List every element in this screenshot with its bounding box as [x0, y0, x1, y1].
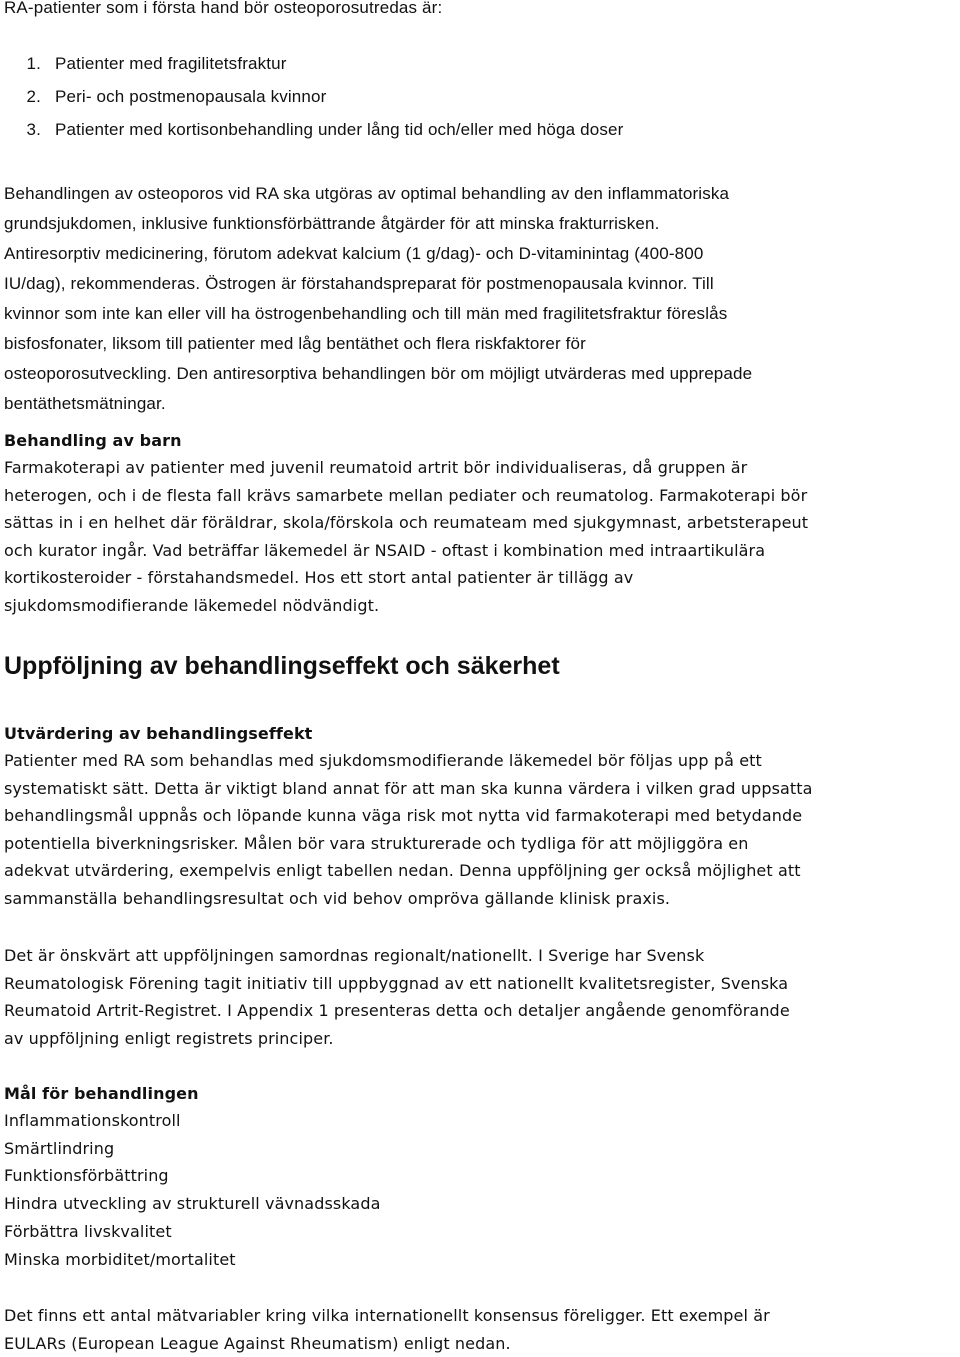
children-paragraph: [4, 454, 808, 619]
paragraph-line: potentiella biverkningsrisker. Målen bör vara strukturerade och tydliga för att möjliggöra en: [4, 833, 749, 853]
goals-list: [4, 1107, 380, 1273]
paragraph-line: Antiresorptiv medicinering, förutom adekvat kalcium (1 g/dag)- och D-vitaminintag (400-800: [4, 244, 704, 263]
paragraph-line: bisfosfonater, liksom till patienter med låg bentäthet och flera riskfaktorer för: [4, 334, 586, 353]
list-item: [4, 118, 623, 151]
list-item: Minska morbiditet/mortalitet: [4, 1249, 236, 1269]
list-item: Inflammationskontroll: [4, 1111, 181, 1130]
paragraph-line: Reumatoid Artrit-Registret. I Appendix 1 presenteras detta och detaljer angående genomförande: [4, 1001, 790, 1020]
paragraph-line: systematiskt sätt. Detta är viktigt bland annat för att man ska kunna värdera i vilken grad uppsatta: [4, 778, 813, 798]
list-item-text: Patienter med fragilitetsfraktur: [55, 54, 287, 73]
paragraph-line: av uppföljning enligt registrets principer.: [4, 1028, 334, 1048]
list-item-text: Peri- och postmenopausala kvinnor: [55, 87, 327, 106]
list-item: Smärtlindring: [4, 1138, 115, 1158]
list-item: Funktionsförbättring: [4, 1166, 169, 1186]
evaluation-paragraph: [4, 747, 813, 912]
paragraph-line: Patienter med RA som behandlas med sjukdomsmodifierande läkemedel bör följas upp på ett: [4, 751, 762, 770]
paragraph-line: kvinnor som inte kan eller vill ha östrogenbehandling och till män med fragilitetsfraktur föreslås: [4, 304, 728, 323]
paragraph-line: sättas in i en helhet där föräldrar, skola/förskola och reumateam med sjukgymnast, arbetsterapeut: [4, 513, 809, 532]
paragraph-line: EULARs (European League Against Rheumatism) enligt nedan.: [4, 1333, 511, 1353]
list-item: [4, 85, 623, 118]
paragraph-line: grundsjukdomen, inklusive funktionsförbättrande åtgärder för att minska frakturrisken.: [4, 214, 660, 233]
paragraph-line: kortikosteroider - förstahandsmedel. Hos ett stort antal patienter är tillägg av: [4, 568, 634, 587]
paragraph-line: Det finns ett antal mätvariabler kring vilka internationellt konsensus föreligger. Ett exempel är: [4, 1306, 770, 1325]
list-item: Förbättra livskvalitet: [4, 1221, 172, 1241]
children-heading: Behandling av barn: [4, 431, 182, 450]
paragraph-line: IU/dag), rekommenderas. Östrogen är förstahandspreparat för postmenopausala kvinnor. Till: [4, 274, 714, 293]
paragraph-line: behandlingsmål uppnås och löpande kunna väga risk mot nytta vid farmakoterapi med betydande: [4, 806, 803, 825]
registry-paragraph: [4, 942, 790, 1052]
osteoporosis-paragraph: [4, 179, 752, 419]
paragraph-line: sjukdomsmodifierande läkemedel nödvändigt.: [4, 595, 380, 615]
list-item: [4, 52, 623, 85]
paragraph-line: adekvat utvärdering, exempelvis enligt tabellen nedan. Denna uppföljning ger också möjlighet att: [4, 861, 801, 880]
risk-group-list: [4, 52, 623, 151]
paragraph-line: Reumatologisk Förening tagit initiativ till uppbyggnad av ett nationellt kvalitetsregister, Svenska: [4, 973, 789, 993]
paragraph-line: bentäthetsmätningar.: [4, 394, 166, 413]
list-item-text: Patienter med kortisonbehandling under lång tid och/eller med höga doser: [55, 120, 624, 139]
paragraph-line: Farmakoterapi av patienter med juvenil reumatoid artrit bör individualiseras, då gruppen är: [4, 458, 748, 477]
section-title: Uppföljning av behandlingseffekt och säkerhet: [4, 652, 560, 680]
paragraph-line: heterogen, och i de flesta fall krävs samarbete mellan pediater och reumatolog. Farmakoterapi bör: [4, 485, 808, 505]
list-number: 1.: [26, 54, 41, 73]
paragraph-line: Behandlingen av osteoporos vid RA ska utgöras av optimal behandling av den inflammatoriska: [4, 184, 730, 203]
evaluation-heading: Utvärdering av behandlingseffekt: [4, 724, 313, 743]
paragraph-line: och kurator ingår. Vad beträffar läkemedel är NSAID - oftast i kombination med intraartikulära: [4, 540, 766, 560]
paragraph-line: osteoporosutveckling. Den antiresorptiva behandlingen bör om möjligt utvärderas med upprepade: [4, 364, 753, 383]
list-item: Hindra utveckling av strukturell vävnadsskada: [4, 1194, 381, 1214]
list-number: 2.: [26, 87, 41, 106]
list-number: 3.: [26, 120, 41, 139]
paragraph-line: Det är önskvärt att uppföljningen samordnas regionalt/nationellt. I Sverige har Svensk: [4, 946, 705, 965]
goals-heading: Mål för behandlingen: [4, 1084, 199, 1103]
paragraph-line: sammanställa behandlingsresultat och vid behov ompröva gällande klinisk praxis.: [4, 888, 671, 908]
closing-paragraph: [4, 1302, 770, 1357]
intro-text: RA-patienter som i första hand bör osteoporosutredas är:: [4, 0, 443, 17]
